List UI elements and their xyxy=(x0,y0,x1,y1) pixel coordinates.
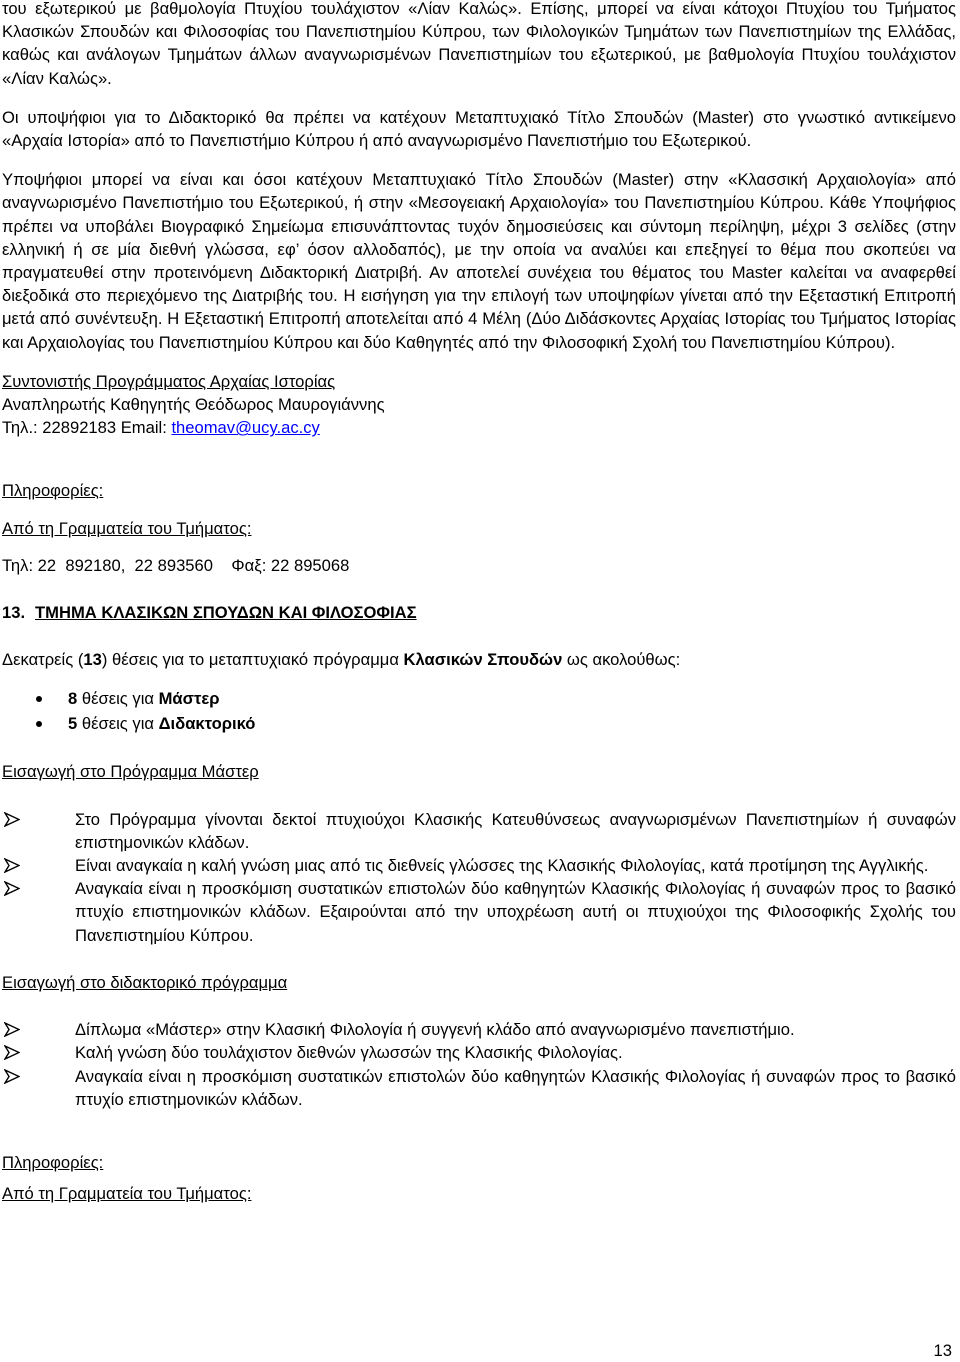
secretariat-subheading: Από τη Γραμματεία του Τμήματος: xyxy=(2,518,252,538)
arrow-bullet-icon xyxy=(2,808,75,854)
item-text: Είναι αναγκαία η καλή γνώση μιας από τις διεθνείς γλώσσες της Κλασικής Φιλολογίας, κατά προτίμηση της Αγγλικής. xyxy=(75,856,929,876)
item-text: θέσεις για xyxy=(77,713,159,733)
email-link[interactable]: theomav@ucy.ac.cy xyxy=(171,418,320,438)
arrow-bullet-icon xyxy=(2,1065,75,1111)
section-title-text: ΤΜΗΜΑ ΚΛΑΣΙΚΩΝ ΣΠΟΥΔΩΝ ΚΑΙ ΦΙΛΟΣΟΦΙΑΣ xyxy=(35,603,417,623)
item-count: 8 xyxy=(68,689,78,709)
positions-list xyxy=(2,687,956,736)
contact-prefix: Τηλ.: 22892183 Email: xyxy=(2,418,172,438)
section-13-title xyxy=(2,601,956,624)
list-item xyxy=(2,1041,956,1064)
arrow-bullet-icon xyxy=(2,877,75,947)
bullet-icon xyxy=(2,687,68,712)
positions-text: Δεκατρείς ( xyxy=(2,650,84,670)
phd-requirements-paragraph: Οι υποψήφιοι για το Διδακτορικό θα πρέπει να κατέχουν Μεταπτυχιακό Τίτλο Σπουδών (Master) στο γνωστικό αντικείμενο «Αρχαία Ιστορία» από το Πανεπιστήμιο Κύπρου ή από αναγνωρισμένο Πανεπιστήμιο του Εξωτερικού. xyxy=(2,107,956,151)
positions-count: 13 xyxy=(83,650,102,670)
arrow-bullet-icon xyxy=(2,1041,75,1064)
item-text: Δίπλωμα «Μάστερ» στην Κλασική Φιλολογία ή συγγενή κλάδο από αναγνωρισμένο πανεπιστήμιο. xyxy=(75,1020,795,1040)
list-item xyxy=(2,854,956,877)
item-text: θέσεις για xyxy=(77,689,159,709)
item-text: Αναγκαία είναι η προσκόμιση συστατικών επιστολών δύο καθηγητών Κλασικής Φιλολογίας ή συναφών προς το βασικό πτυχίο επιστημονικών κλάδων. Εξαιρούνται από την υποχρέωση αυτή οι πτυχιούχοι της Φιλοσοφικής Σχολής του Πανεπιστημίου Κύπρου. xyxy=(75,879,956,945)
list-item xyxy=(2,712,956,737)
bullet-icon xyxy=(2,712,68,737)
intro-paragraph: του εξωτερικού με βαθμολογία Πτυχίου τουλάχιστον «Λίαν Καλώς». Επίσης, μπορεί να είναι κάτοχοι Πτυχίου του Τμήματος Κλασικών Σπουδών και Φιλοσοφίας του Πανεπιστημίου Κύπρου, των Φιλολογικών Τμημάτων των Πανεπιστημίων της Ελλάδας, καθώς και ανάλογων Τμημάτων άλλων αναγνωρισμένων Πανεπιστημίων του εξωτερικού, με βαθμολογία Πτυχίου τουλάχιστον «Λίαν Καλώς». xyxy=(2,0,956,88)
secretariat-phones: Τηλ: 22 892180, 22 893560 Φαξ: 22 895068 xyxy=(2,555,350,575)
document-page xyxy=(2,0,956,1205)
page-number: 13 xyxy=(933,1341,952,1360)
item-text: Αναγκαία είναι η προσκόμιση συστατικών επιστολών δύο καθηγητών Κλασικής Φιλολογίας ή συναφών προς το βασικό πτυχίο επιστημονικών κλάδων. xyxy=(75,1066,956,1109)
masters-heading: Εισαγωγή στο Πρόγραμμα Μάστερ xyxy=(2,762,259,782)
coordinator-name: Αναπληρωτής Καθηγητής Θεόδωρος Μαυρογιάννης xyxy=(2,395,385,415)
item-count: 5 xyxy=(68,713,78,733)
list-item xyxy=(2,1065,956,1111)
info-block-2 xyxy=(2,1151,956,1205)
phd-requirements-list xyxy=(2,1018,956,1111)
item-type: Μάστερ xyxy=(158,689,220,709)
section-number: 13. xyxy=(2,603,26,623)
secretariat-subheading: Από τη Γραμματεία του Τμήματος: xyxy=(2,1184,252,1204)
candidates-paragraph: Υποψήφιοι μπορεί να είναι και όσοι κατέχουν Μεταπτυχιακό Τίτλο Σπουδών (Master) στην «Κλασσική Αρχαιολογία» από αναγνωρισμένο Πανεπιστήμιο του Εξωτερικού, ή στην «Μεσογειακή Αρχαιολογία» του Πανεπιστημίου Κύπρου. Κάθε Υποψήφιος πρέπει να υποβάλει Βιογραφικό Σημείωμα επισυνάπτοντας τυχόν δημοσιεύσεις και σύντομη περίληψη, μέχρι 3 σελίδες (στην ελληνική ή σε μία διεθνή γλώσσα, εφ’ όσον αλλοδαπός), με την οποία να αναλύει και επεξηγεί το θέμα που σκοπεύει να πραγματευθεί στην προτεινόμενη Διδακτορική Διατριβή. Αν αποτελεί συνέχεια του θέματος του Master καλείται να αναφερθεί διεξοδικά στο περιεχόμενο της Διατριβής του. Η εισήγηση για την επιλογή των υποψηφίων γίνεται από την Εξεταστική Επιτροπή μετά από συνέντευξη. Η Εξεταστική Επιτροπή αποτελείται από 4 Μέλη (Δύο Διδάσκοντες Αρχαίας Ιστορίας του Τμήματος Ιστορίας και Αρχαιολογίας του Πανεπιστημίου Κύπρου και δύο Καθηγητές από την Φιλοσοφική Σχολή του Πανεπιστημίου Κύπρου). xyxy=(2,170,956,352)
coordinator-heading: Συντονιστής Προγράμματος Αρχαίας Ιστορίας xyxy=(2,371,336,391)
positions-text: ως ακολούθως: xyxy=(562,650,681,670)
positions-text: ) θέσεις για το μεταπτυχιακό πρόγραμμα xyxy=(101,650,404,670)
coordinator-block xyxy=(2,370,956,440)
list-item xyxy=(2,808,956,854)
info-block-1 xyxy=(2,479,956,577)
item-type: Διδακτορικό xyxy=(158,713,256,733)
coordinator-contact xyxy=(2,416,956,439)
list-item xyxy=(2,687,956,712)
phd-heading: Εισαγωγή στο διδακτορικό πρόγραμμα xyxy=(2,972,288,992)
info-heading: Πληροφορίες: xyxy=(2,481,104,501)
item-text: Στο Πρόγραμμα γίνονται δεκτοί πτυχιούχοι Κλασικής Κατευθύνσεως αναγνωρισμένων Πανεπιστημίων ή συναφών επιστημονικών κλάδων. xyxy=(75,809,956,852)
masters-requirements-list xyxy=(2,808,956,947)
item-text: Καλή γνώση δύο τουλάχιστον διεθνών γλωσσών της Κλασικής Φιλολογίας. xyxy=(75,1043,623,1063)
positions-intro xyxy=(2,648,956,671)
arrow-bullet-icon xyxy=(2,1018,75,1041)
list-item xyxy=(2,877,956,947)
arrow-bullet-icon xyxy=(2,854,75,877)
info-heading: Πληροφορίες: xyxy=(2,1152,104,1172)
program-name: Κλασικών Σπουδών xyxy=(403,650,563,670)
list-item xyxy=(2,1018,956,1041)
